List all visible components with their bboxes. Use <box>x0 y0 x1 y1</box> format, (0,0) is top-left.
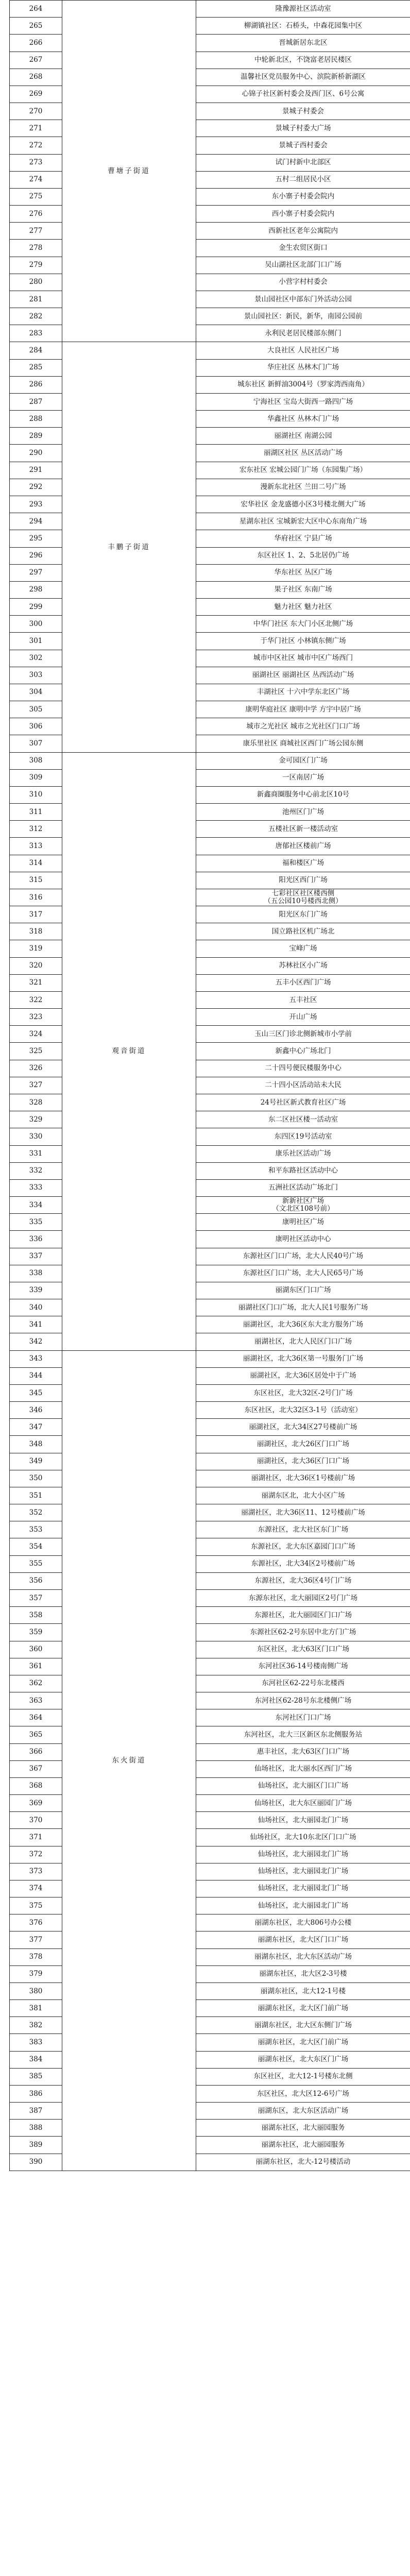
location-name: 新鑫中心广场北门 <box>196 1043 410 1060</box>
location-name: 五楼社区新一楼活动室 <box>196 821 410 838</box>
location-name: 金可园区门广场 <box>196 752 410 769</box>
row-number: 268 <box>10 69 62 86</box>
street-name: 观音街道 <box>62 752 196 1350</box>
row-number: 375 <box>10 1897 62 1914</box>
row-number: 265 <box>10 18 62 35</box>
location-name: 吴山湖社区北部门口广场 <box>196 257 410 274</box>
table-row <box>10 1 410 18</box>
row-number: 364 <box>10 1709 62 1726</box>
location-name: 于华门社区 小林镇东侧广场 <box>196 633 410 650</box>
row-number: 361 <box>10 1658 62 1675</box>
row-number: 341 <box>10 1316 62 1333</box>
location-name: 东河社区62-28号东北楼侧广场 <box>196 1692 410 1709</box>
row-number: 342 <box>10 1333 62 1350</box>
location-name: 丰湖社区 十六中学东北区广场 <box>196 684 410 701</box>
location-name: 心锦子社区新村委会及西门区、6号公寓 <box>196 86 410 103</box>
row-number: 379 <box>10 1965 62 1982</box>
location-name: 丽湖东社区，北大区门前广场 <box>196 2000 410 2017</box>
row-number: 273 <box>10 154 62 171</box>
location-name: 东源社区门口广场，北大人民40号广场 <box>196 1248 410 1265</box>
row-number: 285 <box>10 359 62 376</box>
location-name: 康明社区活动中心 <box>196 1231 410 1248</box>
row-number: 338 <box>10 1265 62 1282</box>
location-name: 仙场社区，北大东区丽园门广场 <box>196 1795 410 1812</box>
row-number: 289 <box>10 428 62 445</box>
row-number: 358 <box>10 1607 62 1624</box>
location-name: 东源社区，北大社区东门广场 <box>196 1521 410 1538</box>
row-number: 266 <box>10 35 62 52</box>
row-number: 387 <box>10 2103 62 2120</box>
row-number: 274 <box>10 171 62 188</box>
location-name: 康明华庭社区 康明中学 方宇中居广场 <box>196 701 410 718</box>
row-number: 286 <box>10 376 62 393</box>
row-number: 345 <box>10 1384 62 1401</box>
row-number: 308 <box>10 752 62 769</box>
location-name: 新鑫商圈服务中心前北区10号 <box>196 786 410 803</box>
row-number: 376 <box>10 1914 62 1931</box>
row-number: 321 <box>10 974 62 991</box>
row-number: 279 <box>10 257 62 274</box>
location-name: 晋城新居东北区 <box>196 35 410 52</box>
location-name: 福和楼区广场 <box>196 855 410 872</box>
location-name: 景山园社区中部东门外活动公园 <box>196 291 410 308</box>
row-number: 377 <box>10 1931 62 1948</box>
row-number: 329 <box>10 1111 62 1128</box>
location-name: 丽湖社区，北大36区门口广场 <box>196 1453 410 1470</box>
row-number: 336 <box>10 1231 62 1248</box>
location-name: 景城子西村委会 <box>196 137 410 154</box>
row-number: 389 <box>10 2137 62 2154</box>
location-name: 东区社区，北大63区门口广场 <box>196 1641 410 1658</box>
row-number: 278 <box>10 240 62 257</box>
location-name: 中轮新北区，不饶富老居民楼区 <box>196 52 410 69</box>
location-name: 阳光区东门广场 <box>196 906 410 923</box>
location-name: 果子社区 东南广场 <box>196 581 410 598</box>
location-name: 仙场社区，北大10东北区门口广场 <box>196 1829 410 1846</box>
row-number: 277 <box>10 223 62 240</box>
row-number: 366 <box>10 1743 62 1760</box>
row-number: 296 <box>10 547 62 564</box>
row-number: 293 <box>10 496 62 513</box>
row-number: 330 <box>10 1128 62 1145</box>
location-name: 丽湖东社区，北大-12号楼活动 <box>196 2154 410 2171</box>
row-number: 371 <box>10 1829 62 1846</box>
location-table-body <box>10 1 410 2171</box>
location-name: 东源社区，北大丽园区门口广场 <box>196 1607 410 1624</box>
location-name: 景城子村委大广场 <box>196 120 410 137</box>
location-name: 唐郁社区楼前广场 <box>196 838 410 855</box>
location-name: 漫新东北社区 兰田二号广场 <box>196 479 410 496</box>
location-name: 丽湖社区 丽湖社区 丛西活动广场 <box>196 667 410 684</box>
location-name: 新新社区广场 （文北区108号前） <box>196 1197 410 1214</box>
row-number: 351 <box>10 1487 62 1504</box>
row-number: 317 <box>10 906 62 923</box>
row-number: 287 <box>10 393 62 410</box>
location-name: 丽湖社区，北大36区11、12号楼前广场 <box>196 1504 410 1521</box>
location-name: 永利民老居民楼部东侧门 <box>196 325 410 342</box>
row-number: 315 <box>10 872 62 889</box>
location-name: 柳湖镇社区：石桥头，中森花园集中区 <box>196 18 410 35</box>
row-number: 275 <box>10 188 62 205</box>
row-number: 280 <box>10 274 62 291</box>
location-name: 一区南居广场 <box>196 769 410 786</box>
location-name: 中华门社区 东大门小区北侧广场 <box>196 616 410 633</box>
location-name: 池州区门广场 <box>196 804 410 821</box>
row-number: 381 <box>10 2000 62 2017</box>
row-number: 306 <box>10 718 62 735</box>
location-name: 华东社区 丛区广场 <box>196 564 410 581</box>
row-number: 264 <box>10 1 62 18</box>
location-name: 仙场社区，北大丽园北门广场 <box>196 1846 410 1863</box>
location-name: 东源社区，北大36区4号门广场 <box>196 1572 410 1589</box>
row-number: 302 <box>10 650 62 667</box>
row-number: 363 <box>10 1692 62 1709</box>
location-name: 城市之光社区 城市之光社区门口广场 <box>196 718 410 735</box>
row-number: 325 <box>10 1043 62 1060</box>
location-name: 东区社区，北大32区-2号门广场 <box>196 1384 410 1401</box>
row-number: 288 <box>10 411 62 428</box>
location-name: 西小寨子村委会院内 <box>196 206 410 223</box>
row-number: 270 <box>10 103 62 120</box>
location-name: 城市中区社区 城市中区广场西门 <box>196 650 410 667</box>
location-name: 宁海社区 宝岛大街西一路四广场 <box>196 393 410 410</box>
street-name: 丰鹏子街道 <box>62 342 196 752</box>
location-name: 五丰社区 <box>196 991 410 1008</box>
location-name: 小营字村村委会 <box>196 274 410 291</box>
row-number: 324 <box>10 1026 62 1043</box>
row-number: 356 <box>10 1572 62 1589</box>
location-name: 24号社区新式教育社区广场 <box>196 1094 410 1111</box>
location-name: 丽湖东社区，北大区2-3号楼 <box>196 1965 410 1982</box>
row-number: 385 <box>10 2068 62 2085</box>
location-name: 仙场社区，北大丽园北门广场 <box>196 1863 410 1880</box>
location-name: 东区社区，北大12-1号楼东北侧 <box>196 2068 410 2085</box>
location-name: 丽湖东社区，北大丽园服务 <box>196 2120 410 2137</box>
row-number: 282 <box>10 308 62 325</box>
row-number: 295 <box>10 530 62 547</box>
location-name: 东河社区门口广场 <box>196 1709 410 1726</box>
location-name: 仙场社区，北大丽园北门广场 <box>196 1812 410 1829</box>
row-number: 314 <box>10 855 62 872</box>
row-number: 309 <box>10 769 62 786</box>
location-name: 东河社区62-22号东北楼西 <box>196 1675 410 1692</box>
row-number: 281 <box>10 291 62 308</box>
row-number: 357 <box>10 1589 62 1606</box>
row-number: 367 <box>10 1760 62 1777</box>
row-number: 310 <box>10 786 62 803</box>
row-number: 301 <box>10 633 62 650</box>
row-number: 360 <box>10 1641 62 1658</box>
street-name: 曹塘子街道 <box>62 1 196 342</box>
location-name: 丽湖社区，北大36区居处中于广场 <box>196 1367 410 1384</box>
location-name: 丽湖区社区 丛区活动广场 <box>196 445 410 462</box>
row-number: 390 <box>10 2154 62 2171</box>
location-name: 丽湖东区门口广场 <box>196 1282 410 1299</box>
location-name: 魅力社区 魅力社区 <box>196 599 410 616</box>
row-number: 349 <box>10 1453 62 1470</box>
location-name: 丽湖东社区，北大12-1号楼 <box>196 1982 410 1999</box>
location-name: 温馨社区党员服务中心、滨院新桥新湖区 <box>196 69 410 86</box>
location-name: 丽湖东社区，北大东区活动广场 <box>196 1948 410 1965</box>
location-name: 丽湖东社区，北大东区门广场 <box>196 2051 410 2068</box>
row-number: 382 <box>10 2017 62 2034</box>
location-name: 丽湖社区，北大34区27号楼前广场 <box>196 1419 410 1436</box>
location-name: 仙场社区，北大丽园北门广场 <box>196 1880 410 1897</box>
row-number: 337 <box>10 1248 62 1265</box>
location-name: 丽湖东区，北大东区活动广场 <box>196 2103 410 2120</box>
location-name: 东二区社区楼一活动室 <box>196 1111 410 1128</box>
row-number: 272 <box>10 137 62 154</box>
location-name: 宏华社区 金龙盛德小区3号楼北侧大广场 <box>196 496 410 513</box>
location-name: 和平东路社区活动中心 <box>196 1162 410 1179</box>
location-name: 东源社区门口广场，北大人民65号广场 <box>196 1265 410 1282</box>
row-number: 354 <box>10 1538 62 1555</box>
row-number: 316 <box>10 889 62 906</box>
row-number: 335 <box>10 1214 62 1231</box>
location-name: 隆豫源社区活动室 <box>196 1 410 18</box>
location-name: 五洲社区活动广场北门 <box>196 1179 410 1196</box>
row-number: 380 <box>10 1982 62 1999</box>
location-name: 东小寨子村委会院内 <box>196 188 410 205</box>
row-number: 344 <box>10 1367 62 1384</box>
row-number: 365 <box>10 1726 62 1743</box>
row-number: 312 <box>10 821 62 838</box>
row-number: 331 <box>10 1145 62 1162</box>
row-number: 267 <box>10 52 62 69</box>
table-row <box>10 752 410 769</box>
location-name: 东区社区 1、2、5北居仍广场 <box>196 547 410 564</box>
row-number: 294 <box>10 513 62 530</box>
row-number: 369 <box>10 1795 62 1812</box>
row-number: 290 <box>10 445 62 462</box>
location-name: 康乐里社区 商城社区西门广场公园东侧 <box>196 735 410 752</box>
location-name: 东河社区，北大三区新区东北侧服务站 <box>196 1726 410 1743</box>
row-number: 370 <box>10 1812 62 1829</box>
row-number: 304 <box>10 684 62 701</box>
location-name: 丽湖社区，北大36区东大北方服务广场 <box>196 1316 410 1333</box>
location-name: 阳光区西门广场 <box>196 872 410 889</box>
row-number: 333 <box>10 1179 62 1196</box>
location-name: 华府社区 宁县广场 <box>196 530 410 547</box>
location-name: 东源社区，北大东区嘉园门口广场 <box>196 1538 410 1555</box>
row-number: 326 <box>10 1060 62 1077</box>
location-name: 宝峰广场 <box>196 940 410 957</box>
location-name: 景山园社区：新民，新华，南园公园前 <box>196 308 410 325</box>
table-row <box>10 342 410 359</box>
location-name: 丽湖社区，北大人民区门口广场 <box>196 1333 410 1350</box>
location-name: 丽湖社区，北大36区1号楼前广场 <box>196 1470 410 1487</box>
row-number: 313 <box>10 838 62 855</box>
location-name: 开山广场 <box>196 1009 410 1026</box>
row-number: 362 <box>10 1675 62 1692</box>
location-name: 丽湖社区 南湖公园 <box>196 428 410 445</box>
location-name: 城东社区 新鲜油3004号（罗家湾西南角） <box>196 376 410 393</box>
location-name: 华鑫社区 丛林木门广场 <box>196 411 410 428</box>
row-number: 348 <box>10 1436 62 1453</box>
location-name: 二十四小区活动站未大民 <box>196 1077 410 1094</box>
location-name: 丽湖东社区，北大区门口广场 <box>196 1931 410 1948</box>
row-number: 298 <box>10 581 62 598</box>
location-name: 五丰小区西门广场 <box>196 974 410 991</box>
row-number: 322 <box>10 991 62 1008</box>
location-name: 丽湖东社区，北大区东侧门广场 <box>196 2017 410 2034</box>
row-number: 327 <box>10 1077 62 1094</box>
location-name: 丽湖东社区，北大806号办公楼 <box>196 1914 410 1931</box>
row-number: 378 <box>10 1948 62 1965</box>
row-number: 318 <box>10 923 62 940</box>
row-number: 284 <box>10 342 62 359</box>
location-name: 东区社区，北大32区3-1号（活动室） <box>196 1402 410 1419</box>
row-number: 374 <box>10 1880 62 1897</box>
row-number: 368 <box>10 1777 62 1794</box>
location-name: 仙场社区，北大丽水区西门广场 <box>196 1760 410 1777</box>
location-name: 国立路社区机广场北 <box>196 923 410 940</box>
location-name: 七彩社区社区楼西侧 （五公园10号楼西北侧） <box>196 889 410 906</box>
row-number: 305 <box>10 701 62 718</box>
row-number: 307 <box>10 735 62 752</box>
row-number: 299 <box>10 599 62 616</box>
row-number: 383 <box>10 2034 62 2051</box>
location-name: 丽湖东社区，北大丽园服务 <box>196 2137 410 2154</box>
row-number: 271 <box>10 120 62 137</box>
row-number: 320 <box>10 957 62 974</box>
row-number: 323 <box>10 1009 62 1026</box>
location-name: 惠丰社区，北大63区门口广场 <box>196 1743 410 1760</box>
row-number: 297 <box>10 564 62 581</box>
location-name: 金生农贸区街口 <box>196 240 410 257</box>
location-name: 丽湖社区，北大36区第一号服务门广场 <box>196 1350 410 1367</box>
location-name: 康乐社区活动广场 <box>196 1145 410 1162</box>
row-number: 372 <box>10 1846 62 1863</box>
location-name: 仙场社区，北大丽园北门广场 <box>196 1897 410 1914</box>
location-name: 东源社区，北大34区2号楼前广场 <box>196 1555 410 1572</box>
row-number: 319 <box>10 940 62 957</box>
location-name: 东四区19号活动室 <box>196 1128 410 1145</box>
location-name: 丽湖社区门口广场，北大人民1号服务广场 <box>196 1299 410 1316</box>
location-name: 宏东社区 宏城公园门广场（东园集广场） <box>196 462 410 479</box>
row-number: 359 <box>10 1624 62 1641</box>
row-number: 340 <box>10 1299 62 1316</box>
row-number: 373 <box>10 1863 62 1880</box>
row-number: 300 <box>10 616 62 633</box>
row-number: 291 <box>10 462 62 479</box>
row-number: 388 <box>10 2120 62 2137</box>
location-name: 西新社区老年公寓院内 <box>196 223 410 240</box>
row-number: 347 <box>10 1419 62 1436</box>
location-name: 五村二组居民小区 <box>196 171 410 188</box>
row-number: 269 <box>10 86 62 103</box>
location-name: 苏林社区小广场 <box>196 957 410 974</box>
location-name: 丽湖东区北，北大小区广场 <box>196 1487 410 1504</box>
table-row <box>10 1350 410 1367</box>
row-number: 292 <box>10 479 62 496</box>
location-name: 玉山三区门诊北侧新城市小学前 <box>196 1026 410 1043</box>
row-number: 346 <box>10 1402 62 1419</box>
row-number: 355 <box>10 1555 62 1572</box>
row-number: 283 <box>10 325 62 342</box>
location-name: 丽湖东社区，北大区门前广场 <box>196 2034 410 2051</box>
row-number: 339 <box>10 1282 62 1299</box>
row-number: 332 <box>10 1162 62 1179</box>
location-name: 二十四号便民楼服务中心 <box>196 1060 410 1077</box>
location-table <box>9 0 410 2171</box>
street-name: 东火街道 <box>62 1350 196 2171</box>
location-name: 仙场社区，北大丽区门口广场 <box>196 1777 410 1794</box>
location-name: 丽湖社区，北大26区门口广场 <box>196 1436 410 1453</box>
row-number: 343 <box>10 1350 62 1367</box>
row-number: 384 <box>10 2051 62 2068</box>
location-name: 东河社区36-14号楼南侧广场 <box>196 1658 410 1675</box>
row-number: 334 <box>10 1197 62 1214</box>
row-number: 276 <box>10 206 62 223</box>
row-number: 328 <box>10 1094 62 1111</box>
location-name: 试门村新中北部区 <box>196 154 410 171</box>
row-number: 350 <box>10 1470 62 1487</box>
location-name: 康明社区广场 <box>196 1214 410 1231</box>
row-number: 303 <box>10 667 62 684</box>
row-number: 352 <box>10 1504 62 1521</box>
location-name: 华庄社区 丛林木门广场 <box>196 359 410 376</box>
location-name: 东区社区，北大区12-6号广场 <box>196 2085 410 2102</box>
location-name: 景城子村委会 <box>196 103 410 120</box>
row-number: 386 <box>10 2085 62 2102</box>
location-name: 大良社区 人民社区广场 <box>196 342 410 359</box>
location-name: 星湖东社区 宝城新宏大区中心东南角广场 <box>196 513 410 530</box>
location-name: 东源东社区，北大丽园区2号门广场 <box>196 1589 410 1606</box>
location-name: 东源社区62-2号东居中北方门广场 <box>196 1624 410 1641</box>
row-number: 353 <box>10 1521 62 1538</box>
row-number: 311 <box>10 804 62 821</box>
